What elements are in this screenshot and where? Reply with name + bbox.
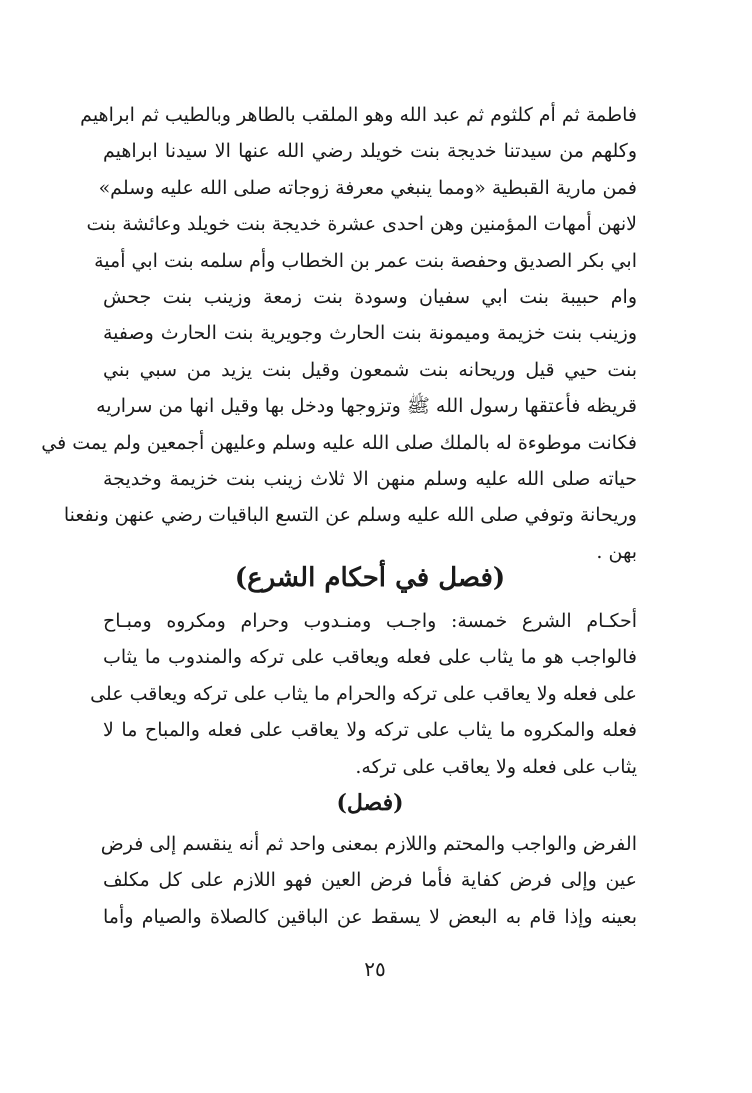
text-line: فاطمة ثم أم كلثوم ثم عبد الله وهو الملقب بالطاهر وبالطيب ثم ابراهيم: [80, 104, 637, 126]
text-line: وريحانة وتوفي صلى الله عليه وسلم عن التسع الباقيات رضي عنهن ونفعنا: [63, 504, 637, 527]
text-line: لانهن أمهات المؤمنين وهن احدى عشرة خديجة بنت خويلد وعائشة بنت: [86, 213, 637, 236]
text-line: الفرض والواجب والمحتم واللازم بمعنى واحد ثم أنه ينقسم إلى فرض: [100, 833, 637, 855]
text-line: فكانت موطوءة له بالملك صلى الله عليه وسلم وعليهن أجمعين ولم يمت في: [41, 431, 637, 454]
text-line: ابي بكر الصديق وحفصة بنت عمر بن الخطاب وأم سلمه بنت ابي أمية: [94, 249, 637, 272]
text-line: يثاب على فعله ولا يعاقب على تركه.: [355, 755, 637, 778]
text-line: بنت حيي قيل وريحانه بنت شمعون وقيل بنت يزيد من سبي بني: [103, 358, 637, 381]
text-line: فعله والمكروه ما يثاب على تركه ولا يعاقب على فعله والمباح ما لا: [103, 719, 637, 742]
section-heading-chapter: (فصل): [336, 790, 404, 816]
text-line: فمن مارية القبطية «ومما ينبغي معرفة زوجاته صلى الله عليه وسلم»: [98, 176, 637, 199]
paragraph-obligation: [100, 826, 637, 935]
text-line: على فعله ولا يعاقب على تركه والحرام ما يثاب على تركه ويعاقب على: [90, 682, 637, 705]
text-line: وام حبيبة بنت ابي سفيان وسودة بنت زمعة وزينب بنت جحش: [103, 285, 637, 308]
text-line: وكلهم من سيدتنا خديجة بنت خويلد رضي الله عنها الا سيدنا ابراهيم: [103, 140, 637, 163]
paragraph-wives-of-prophet: [41, 97, 638, 570]
text-line: حياته صلى الله عليه وسلم منهن الا ثلاث زينب بنت خزيمة وخديجة: [103, 467, 637, 490]
text-line: وزينب بنت خزيمة وميمونة بنت الحارث وجويرية بنت الحارث وصفية: [103, 322, 638, 345]
text-line: قريظه فأعتقها رسول الله ﷺ وتزوجها ودخل بها وقيل انها من سراريه: [96, 395, 637, 418]
text-line: فالواجب هو ما يثاب على فعله ويعاقب على تركه والمندوب ما يثاب: [103, 646, 637, 669]
text-line: عين وإلى فرض كفاية فأما فرض العين فهو اللازم على كل مكلف: [103, 869, 637, 892]
text-line: بهن .: [596, 540, 637, 563]
text-line: بعينه وإذا قام به البعض لا يسقط عن الباقين كالصلاة والصيام وأما: [103, 905, 637, 928]
text-line: أحكـام الشرع خمسة: واجـب ومنـدوب وحرام ومكروه ومبـاح: [103, 610, 637, 632]
paragraph-rulings: [90, 603, 637, 785]
page-number: ٢٥: [364, 957, 386, 981]
section-heading-rulings: (فصل في أحكام الشرع): [234, 563, 506, 593]
